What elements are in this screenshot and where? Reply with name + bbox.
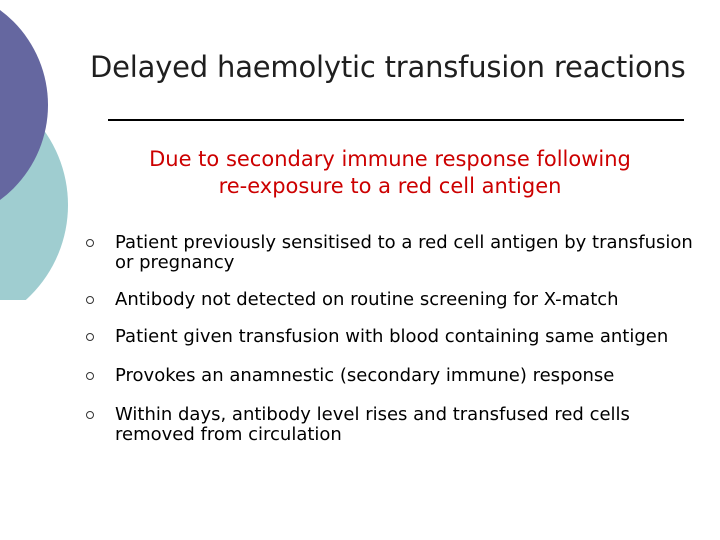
subtitle-line: Due to secondary immune response following (149, 147, 631, 171)
list-item (84, 405, 694, 445)
title-underline (108, 119, 684, 121)
slide-title: Delayed haemolytic transfusion reactions (90, 50, 686, 84)
bullet-circle-icon (86, 411, 94, 419)
list-item (84, 290, 694, 310)
bullet-circle-icon (86, 372, 94, 380)
bullet-circle-icon (86, 333, 94, 341)
slide-subtitle (110, 146, 670, 200)
list-item (84, 233, 694, 273)
list-item (84, 327, 694, 347)
subtitle-line: re-exposure to a red cell antigen (218, 174, 562, 198)
bullet-text: Patient given transfusion with blood containing same antigen (115, 326, 669, 347)
bullet-list (84, 228, 694, 445)
list-item (84, 366, 694, 386)
bullet-text: Provokes an anamnestic (secondary immune) response (115, 365, 615, 386)
bullet-circle-icon (86, 296, 94, 304)
bullet-text: Antibody not detected on routine screening for X-match (115, 289, 619, 310)
bullet-text: Within days, antibody level rises and transfused red cells removed from circulation (115, 404, 630, 445)
bullet-text: Patient previously sensitised to a red cell antigen by transfusion or pregnancy (115, 232, 693, 273)
bullet-circle-icon (86, 239, 94, 247)
